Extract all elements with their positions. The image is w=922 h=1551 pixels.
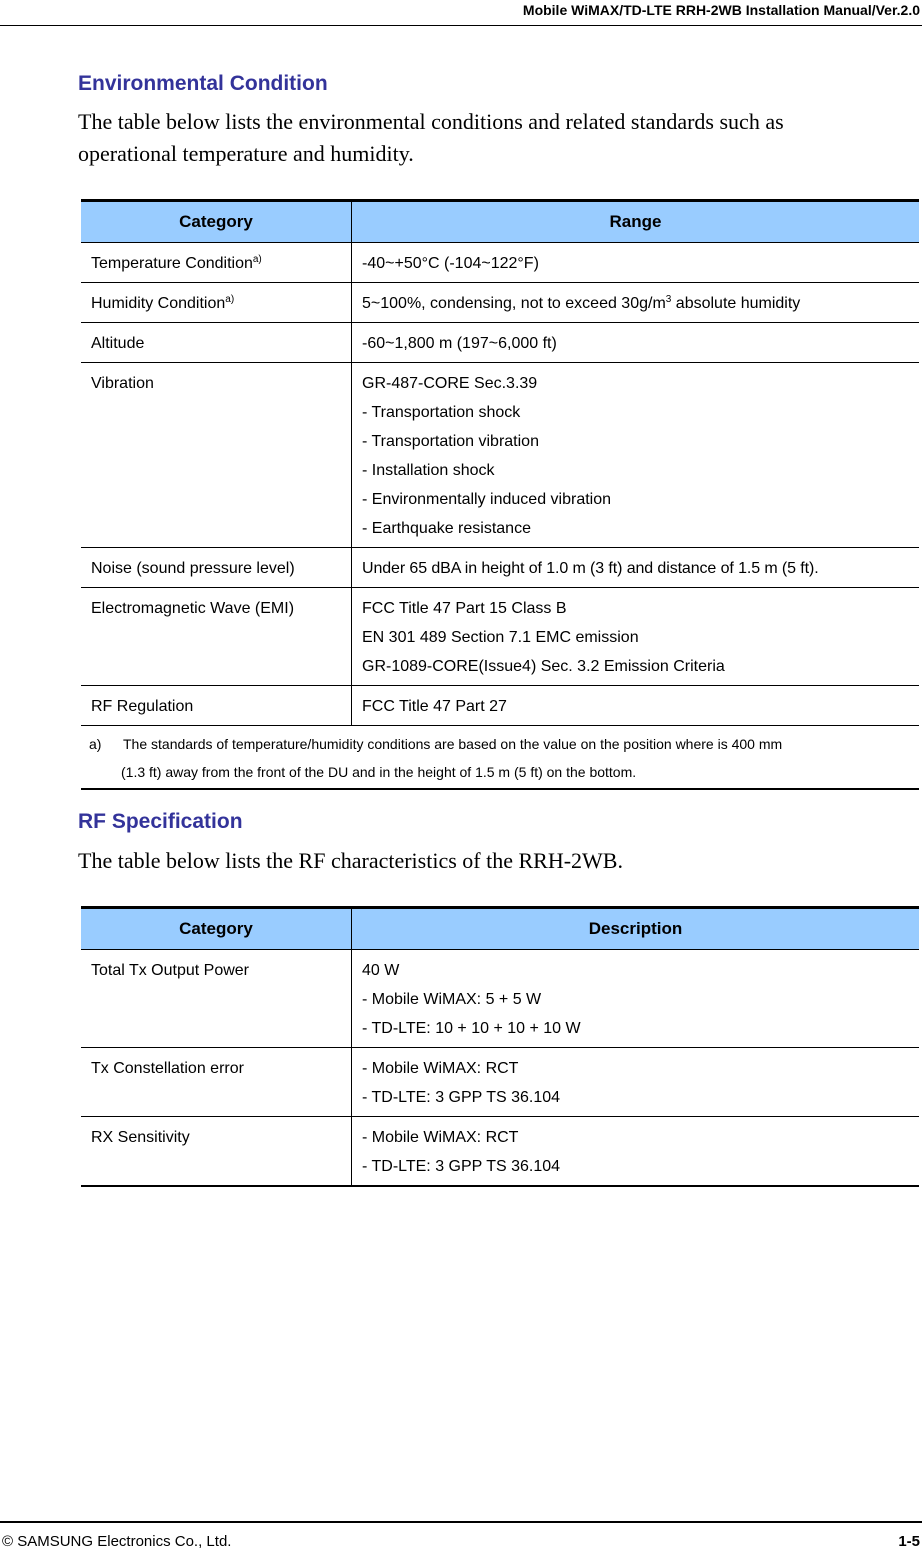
env-section-title: Environmental Condition xyxy=(78,72,328,95)
rf-table-header-row xyxy=(81,908,919,950)
rf-col-category: Category xyxy=(81,908,352,950)
tx-power-line: - TD-LTE: 10 + 10 + 10 + 10 W xyxy=(362,1020,581,1037)
vibration-line: - Installation shock xyxy=(362,462,495,479)
rx-sens-line: - TD-LTE: 3 GPP TS 36.104 xyxy=(362,1158,561,1175)
tx-power-line: 40 W xyxy=(362,962,400,979)
emi-line: EN 301 489 Section 7.1 EMC emission xyxy=(362,629,639,646)
tx-const-line: - Mobile WiMAX: RCT xyxy=(362,1060,519,1077)
temp-label-text: Temperature Condition xyxy=(91,255,253,272)
table-row xyxy=(81,363,919,548)
rx-sens-line: - Mobile WiMAX: RCT xyxy=(362,1129,519,1146)
table-footnote xyxy=(81,726,919,790)
env-col-category: Category xyxy=(81,201,352,243)
rf-col-description: Description xyxy=(352,908,920,950)
rf-section-title: RF Specification xyxy=(78,810,243,833)
footer-rule xyxy=(0,1521,922,1523)
table-row xyxy=(81,283,919,323)
table-row xyxy=(81,548,919,588)
env-table xyxy=(81,199,919,790)
cell-altitude-value: -60~1,800 m (197~6,000 ft) xyxy=(352,323,920,363)
cell-temp-label xyxy=(81,243,352,283)
humidity-label-text: Humidity Condition xyxy=(91,295,226,312)
cell-altitude-label: Altitude xyxy=(81,323,352,363)
footnote-line-2: (1.3 ft) away from the front of the DU and in the height of 1.5 m (5 ft) on the bottom. xyxy=(121,764,637,780)
header-rule xyxy=(0,25,922,26)
humidity-value-suffix: absolute humidity xyxy=(671,295,801,312)
cubic-superscript: 3 xyxy=(665,294,672,305)
footnote-row xyxy=(81,726,919,790)
running-header: Mobile WiMAX/TD-LTE RRH-2WB Installation Manual/Ver.2.0 xyxy=(522,2,920,18)
cell-temp-value: -40~+50°C (-104~122°F) xyxy=(352,243,920,283)
cell-tx-const-label: Tx Constellation error xyxy=(81,1048,352,1117)
vibration-line: GR-487-CORE Sec.3.39 xyxy=(362,375,538,392)
table-row xyxy=(81,588,919,686)
emi-line: GR-1089-CORE(Issue4) Sec. 3.2 Emission Criteria xyxy=(362,658,725,675)
footer-copyright: © SAMSUNG Electronics Co., Ltd. xyxy=(2,1533,232,1550)
cell-tx-const-value xyxy=(352,1048,920,1117)
vibration-line: - Transportation shock xyxy=(362,404,521,421)
cell-noise-label: Noise (sound pressure level) xyxy=(81,548,352,588)
cell-rx-sens-label: RX Sensitivity xyxy=(81,1117,352,1187)
vibration-line: - Earthquake resistance xyxy=(362,520,531,537)
tx-power-line: - Mobile WiMAX: 5 + 5 W xyxy=(362,991,542,1008)
cell-rf-regulation-value: FCC Title 47 Part 27 xyxy=(352,686,920,726)
table-row xyxy=(81,1117,919,1187)
table-row xyxy=(81,323,919,363)
cell-humidity-value xyxy=(352,283,920,323)
cell-vibration-value xyxy=(352,363,920,548)
cell-emi-label: Electromagnetic Wave (EMI) xyxy=(81,588,352,686)
env-intro-text: The table below lists the environmental conditions and related standards such as operational temperature and humidity. xyxy=(78,109,784,166)
vibration-line: - Transportation vibration xyxy=(362,433,539,450)
footnote-line-1 xyxy=(89,730,911,758)
table-row xyxy=(81,950,919,1048)
footnote-ref: a) xyxy=(225,294,235,305)
footnote-label: a) xyxy=(89,736,102,752)
cell-rf-regulation-label: RF Regulation xyxy=(81,686,352,726)
cell-vibration-label: Vibration xyxy=(81,363,352,548)
cell-humidity-label xyxy=(81,283,352,323)
table-row xyxy=(81,243,919,283)
cell-noise-value: Under 65 dBA in height of 1.0 m (3 ft) and distance of 1.5 m (5 ft). xyxy=(352,548,920,588)
humidity-value-text: 5~100%, condensing, not to exceed 30g/m xyxy=(362,295,666,312)
footnote-text-1: The standards of temperature/humidity conditions are based on the value on the position where is 400 mm xyxy=(123,736,783,752)
env-table-header-row xyxy=(81,201,919,243)
cell-emi-value xyxy=(352,588,920,686)
vibration-line: - Environmentally induced vibration xyxy=(362,491,612,508)
rf-table xyxy=(81,906,919,1187)
emi-line: FCC Title 47 Part 15 Class B xyxy=(362,600,567,617)
cell-tx-power-label: Total Tx Output Power xyxy=(81,950,352,1048)
footnote-ref: a) xyxy=(252,254,262,265)
cell-rx-sens-value xyxy=(352,1117,920,1187)
table-row xyxy=(81,1048,919,1117)
cell-tx-power-value xyxy=(352,950,920,1048)
table-row xyxy=(81,686,919,726)
page-number: 1-5 xyxy=(898,1533,920,1550)
tx-const-line: - TD-LTE: 3 GPP TS 36.104 xyxy=(362,1089,561,1106)
rf-intro-text: The table below lists the RF characteristics of the RRH-2WB. xyxy=(78,848,623,873)
env-col-range: Range xyxy=(352,201,920,243)
